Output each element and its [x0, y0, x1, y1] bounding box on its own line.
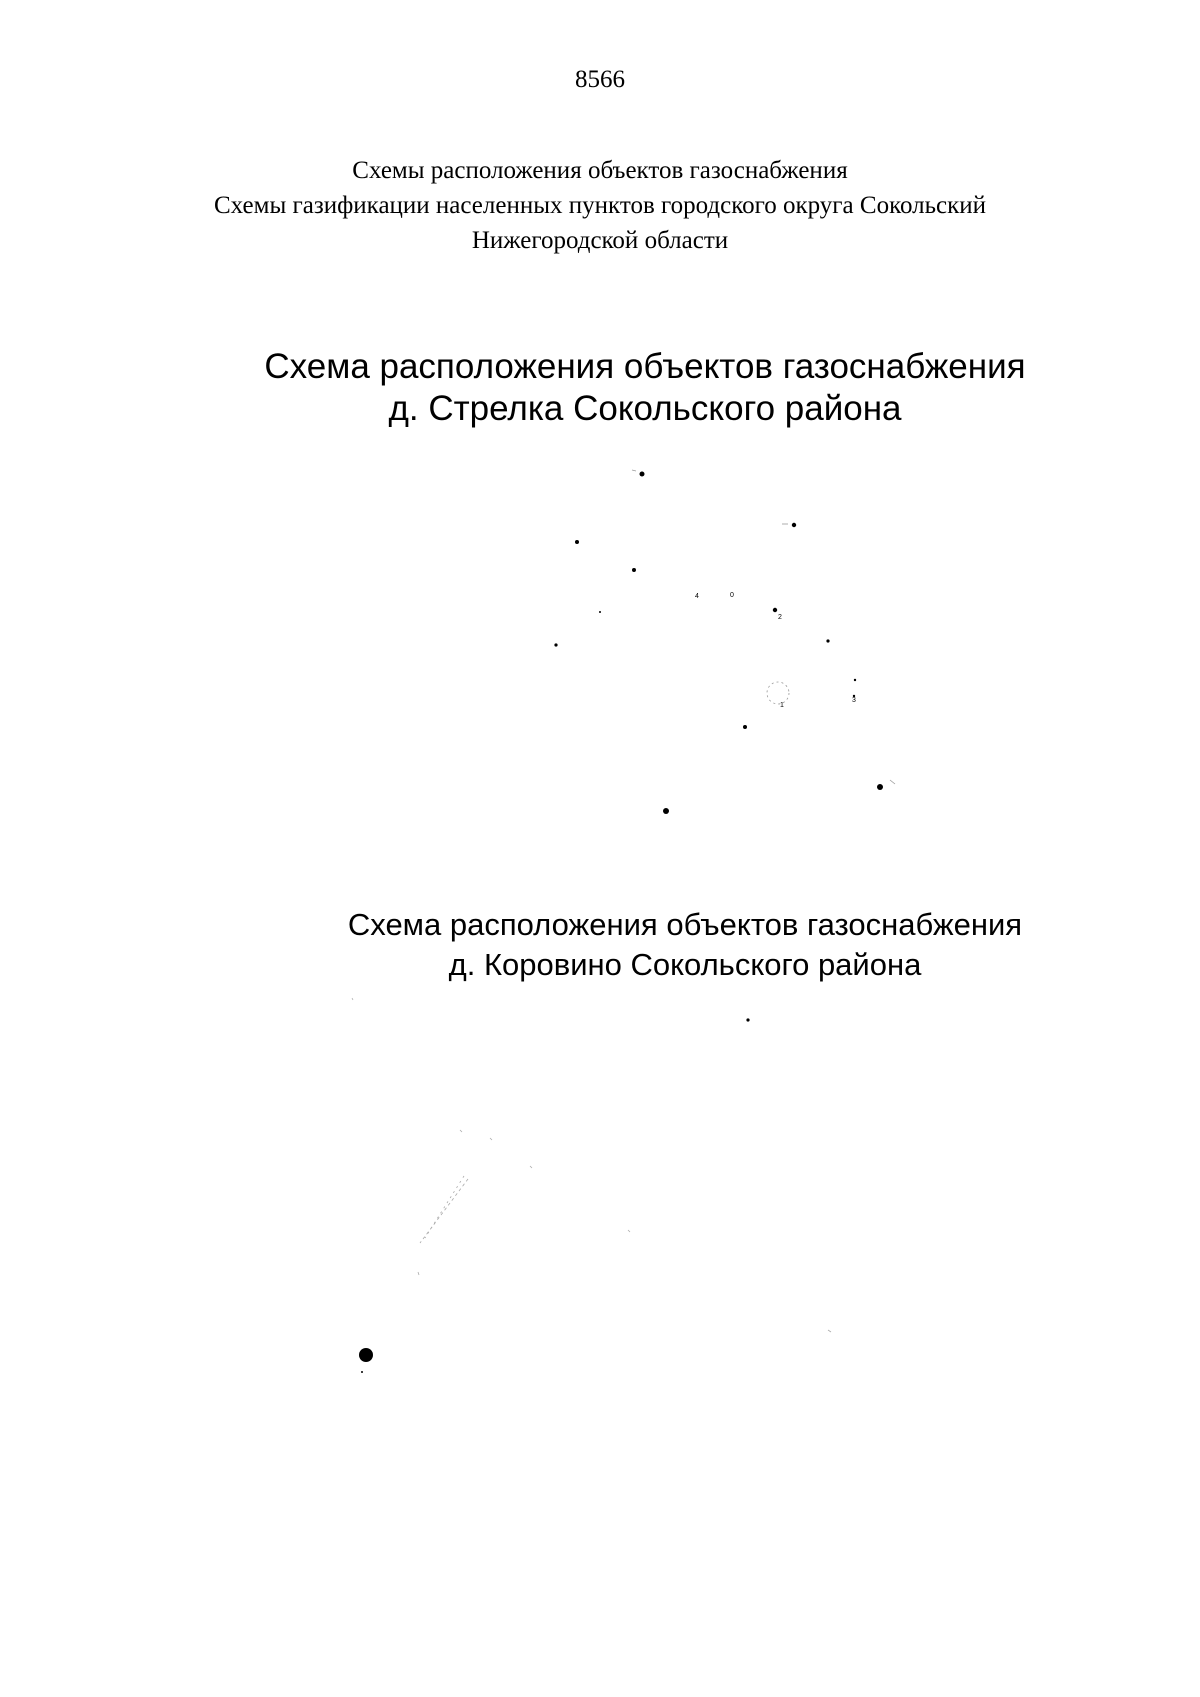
- marker-label: 3: [852, 697, 856, 704]
- faint-line: [420, 1179, 468, 1243]
- faint-line: [890, 780, 895, 784]
- marker-label: 4: [695, 593, 699, 600]
- gas-object-marker: [554, 643, 557, 646]
- faint-line: [632, 470, 636, 471]
- map-strelka-markers: [554, 472, 883, 815]
- gas-object-marker: [773, 608, 777, 612]
- scheme-strelka-title-line-1: Схема расположения объектов газоснабжения: [264, 347, 1026, 386]
- map-strelka-faint-lines: [632, 470, 895, 784]
- gas-object-marker: [359, 1348, 373, 1362]
- gas-object-marker: [792, 523, 796, 527]
- map-korovino-faint-lines: [352, 998, 831, 1332]
- faint-line: [352, 998, 353, 1000]
- gas-object-marker: [632, 568, 636, 572]
- scheme-korovino-title-line-2: д. Коровино Сокольского района: [448, 947, 922, 982]
- map-korovino-markers: [359, 1018, 750, 1373]
- header-line-3: Нижегородской области: [471, 227, 729, 254]
- faint-line: [530, 1166, 532, 1168]
- scheme-strelka-title-line-2: д. Стрелка Сокольского района: [388, 389, 902, 428]
- faint-line: [418, 1272, 419, 1275]
- faint-line: [460, 1130, 462, 1132]
- faint-line: [490, 1138, 492, 1140]
- map-korovino: [0, 990, 1200, 1390]
- gas-object-marker: [663, 808, 669, 814]
- faint-circle: [767, 682, 789, 704]
- gas-object-marker: [854, 679, 856, 681]
- gas-object-marker: [746, 1018, 749, 1021]
- map-strelka: [0, 440, 1200, 860]
- gas-object-marker: [361, 1371, 363, 1373]
- gas-object-marker: [640, 472, 645, 477]
- faint-line: [828, 1330, 831, 1332]
- scheme-title-strelka: [120, 346, 1170, 430]
- marker-label: 1: [780, 702, 784, 709]
- gas-object-marker: [743, 725, 747, 729]
- document-header: [0, 153, 1200, 258]
- gas-object-marker: [575, 540, 579, 544]
- marker-label: 2: [778, 614, 782, 621]
- header-line-1: Схемы расположения объектов газоснабжения: [352, 157, 848, 184]
- gas-object-marker: [599, 611, 601, 613]
- scheme-korovino-title-line-1: Схема расположения объектов газоснабжения: [347, 907, 1023, 942]
- gas-object-marker: [877, 784, 883, 790]
- faint-line: [628, 1230, 630, 1232]
- marker-label: 0: [730, 592, 734, 599]
- page-number: 8566: [575, 66, 625, 93]
- header-line-2: Схемы газификации населенных пунктов городского округа Сокольский: [213, 192, 987, 219]
- scheme-title-korovino: [300, 905, 1070, 985]
- gas-object-marker: [826, 639, 829, 642]
